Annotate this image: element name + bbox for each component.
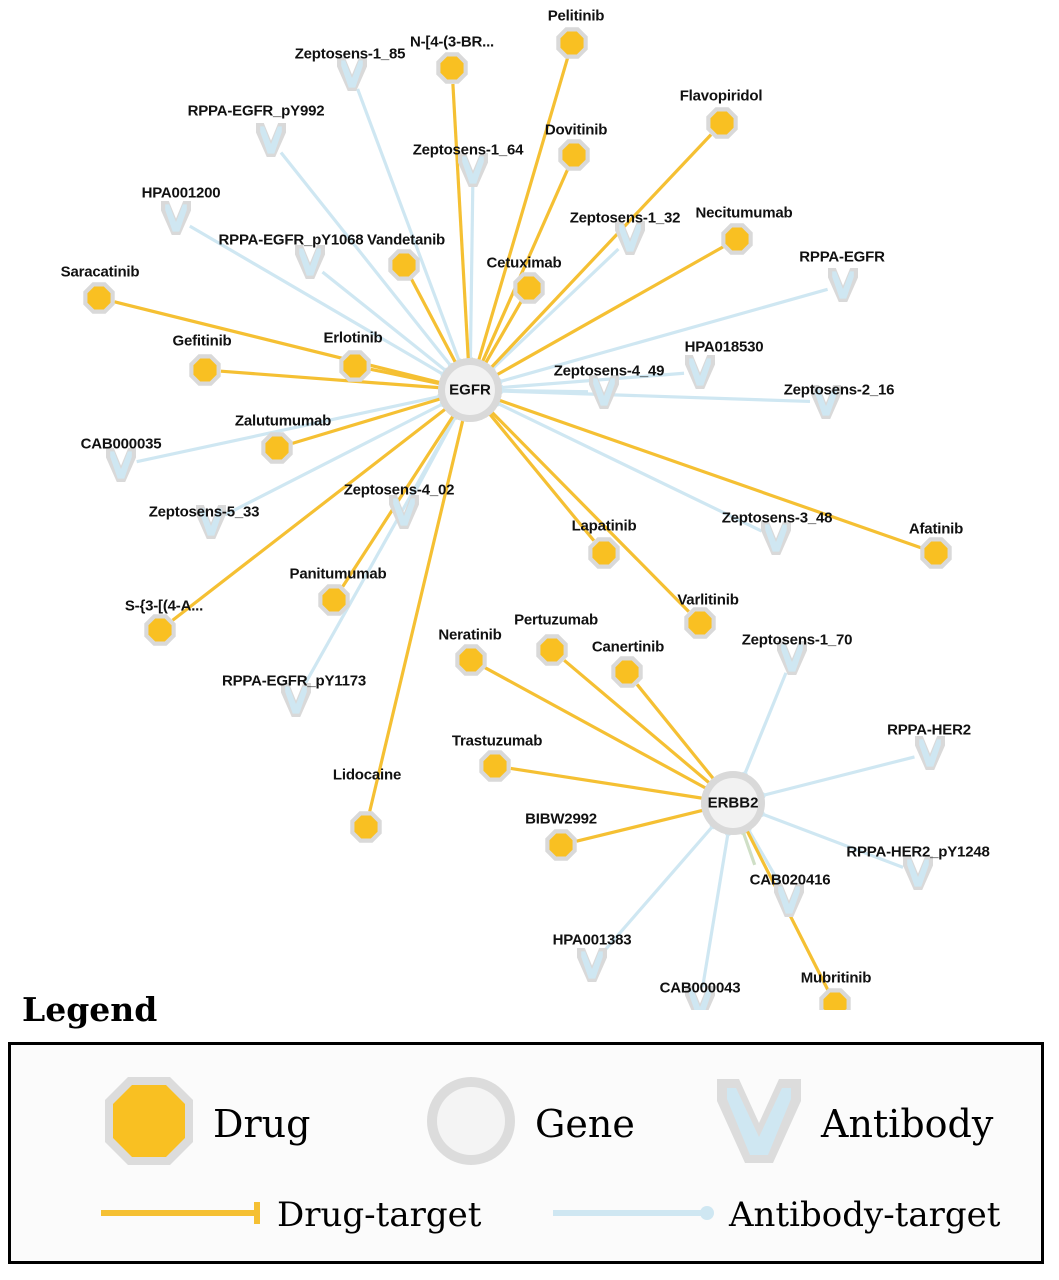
antibody-node-label: HPA001383 [552,931,632,949]
legend-box [8,1042,1044,1264]
drug-target-edge [370,419,463,811]
legend-title: Legend [22,990,158,1029]
legend-item-drug-target [99,1195,481,1235]
antibody-node-label: RPPA-EGFR_pY992 [187,102,325,120]
legend-item-antibody-target [551,1195,1000,1235]
drug-node-fill [354,815,377,838]
drug-node[interactable] [83,282,114,313]
drug-node-fill [549,833,572,856]
drug-node-label: S-{3-[(4-A... [124,597,204,615]
drug-node-fill [710,111,733,134]
antibody-node-fill [593,378,615,405]
antibody-node-label: Zeptosens-3_48 [721,509,833,527]
legend-item-drug [99,1071,310,1176]
drug-node[interactable] [920,537,951,568]
drug-node-label: Gefitinib [172,332,232,350]
antibody-node[interactable] [106,448,136,482]
drug-node-label: Dovitinib [544,121,608,139]
drug-node[interactable] [479,750,510,781]
drug-node-fill [592,541,615,564]
antibody-node-label: Zeptosens-4_02 [343,481,455,499]
legend-node-row [11,1071,1041,1181]
antibody-node-label: RPPA-HER2_pY1248 [846,843,990,861]
drug-node-label: Cetuximab [486,254,562,272]
antibody-node-label: Zeptosens-4_49 [553,362,665,380]
drug-node-label: Necitumumab [695,204,793,222]
drug-target-edge [491,135,711,369]
drug-node[interactable] [436,52,467,83]
drug-node-label: Vandetanib [366,231,446,249]
drug-node[interactable] [684,607,715,638]
antibody-node-label: Zeptosens-1_70 [741,631,853,649]
antibody-node-label: HPA018530 [684,338,764,356]
drug-node-label: Pelitinib [547,7,605,25]
drug-node-fill [560,31,583,54]
antibody-icon [711,1071,807,1176]
drug-node[interactable] [455,644,486,675]
antibody-node-label: RPPA-EGFR_pY1068 [218,231,364,249]
drug-node[interactable] [318,584,349,615]
drug-node[interactable] [350,811,381,842]
antibody-node-fill [765,524,787,551]
antibody-node-fill [919,739,941,766]
antibody-node-label: CAB020416 [749,871,831,889]
drug-target-edge [115,302,441,383]
drug-node-fill [540,638,563,661]
antibody-target-edge [470,186,472,360]
drug-node-label: Lidocaine [332,766,402,784]
drug-node[interactable] [706,107,737,138]
antibody-node[interactable] [577,948,607,982]
drug-node-fill [87,286,110,309]
drug-node-label: Erlotinib [323,329,383,347]
antibody-target-edge [322,272,446,371]
antibody-node-label: Zeptosens-1_32 [569,209,681,227]
drug-node-fill [322,588,345,611]
antibody-target-edge [500,391,810,401]
drug-node-fill [562,143,585,166]
drug-target-edge [498,400,921,548]
drug-node[interactable] [545,829,576,860]
drug-node-label: Flavopiridol [679,87,763,105]
gene-icon [421,1071,521,1176]
drug-node-label: Canertinib [591,638,665,656]
antibody-node-fill [462,156,484,183]
drug-icon [99,1071,199,1176]
drug-node-label: Trastuzumab [451,732,543,750]
drug-node[interactable] [261,432,292,463]
drug-node-fill [392,253,415,276]
drug-node-fill [343,354,366,377]
drug-node-label: Panitumumab [289,565,387,583]
drug-target-edge [478,58,567,361]
antibody-node[interactable] [915,736,945,770]
antibody-node-label: RPPA-EGFR [799,248,885,266]
legend [0,990,1059,1280]
legend-label-drug-target: Drug-target [277,1195,482,1235]
drug-node-fill [148,618,171,641]
antibody-node-label: Zeptosens-5_33 [148,503,260,521]
drug-node-fill [440,56,463,79]
antibody-node-fill [689,358,711,385]
drug-node[interactable] [339,350,370,381]
antibody-node-fill [285,686,307,713]
drug-node[interactable] [588,537,619,568]
antibody-node-fill [778,886,800,913]
drug-node[interactable] [558,139,589,170]
antibody-node-fill [165,204,187,231]
antibody-node[interactable] [685,355,715,389]
drug-target-edge [453,84,468,360]
drug-node[interactable] [556,27,587,58]
legend-label-antibody: Antibody [821,1101,994,1146]
drug-node-label: Mubritinib [800,969,872,987]
drug-node-fill [265,436,288,459]
antibody-node-fill [619,224,641,251]
gene-node-label: ERBB2 [707,794,759,812]
antibody-target-edge [744,673,786,775]
antibody-node-label: HPA001200 [141,184,221,202]
antibody-node-fill [110,451,132,478]
drug-node-fill [688,611,711,634]
drug-node-label: Afatinib [908,520,964,538]
antibody-target-edge [703,833,729,988]
antibody-node-label: RPPA-HER2 [887,721,971,739]
legend-label-antibody-target: Antibody-target [729,1195,1001,1235]
drug-node-label: N-[4-(3-BR... [409,33,495,51]
antibody-node-label: CAB000043 [659,979,741,997]
drug-node-label: BIBW2992 [525,810,597,828]
drug-node-label: Pertuzumab [514,611,598,629]
drug-node[interactable] [144,614,175,645]
legend-item-gene [421,1071,635,1176]
antibody-node-label: Zeptosens-1_85 [294,45,406,63]
drug-node-label: Lapatinib [571,517,637,535]
gene-node-label: EGFR [449,381,491,399]
antibody-target-edge [358,89,460,362]
antibody-node[interactable] [903,856,933,890]
legend-edge-row [11,1195,1041,1255]
antibody-node-fill [260,126,282,153]
drug-node-label: Varlitinib [677,591,739,609]
drug-node[interactable] [721,223,752,254]
legend-label-drug: Drug [213,1101,311,1146]
drug-node[interactable] [513,272,544,303]
drug-node[interactable] [611,656,642,687]
drug-target-edge [371,369,441,384]
drug-target-edge [511,768,704,798]
antibody-node-fill [299,248,321,275]
drug-node-fill [483,754,506,777]
drug-node-fill [517,276,540,299]
antibody-node-fill [581,951,603,978]
drug-node-fill [459,648,482,671]
drug-target-edge [491,411,689,611]
antibody-node-label: Zeptosens-2_16 [783,381,895,399]
antibody-node[interactable] [161,201,191,235]
legend-label-gene: Gene [535,1101,635,1146]
antibody-node[interactable] [828,268,858,302]
drug-node-label: Zalutumumab [234,412,332,430]
antibody-node-label: CAB000035 [80,435,162,453]
antibody-node-label: Zeptosens-1_64 [412,141,524,159]
drug-node-fill [615,660,638,683]
antibody-node[interactable] [256,123,286,157]
antibody-node-label: RPPA-EGFR_pY1173 [221,672,367,690]
antibody-node-fill [907,859,929,886]
drug-node-fill [924,541,947,564]
antibody-node-fill [341,60,363,87]
antibody-target-edge-icon [551,1198,719,1233]
drug-node-fill [193,358,216,381]
drug-target-edge-icon [99,1198,267,1233]
drug-node[interactable] [189,354,220,385]
drug-node[interactable] [388,249,419,280]
drug-node-label: Saracatinib [60,263,140,281]
antibody-node[interactable] [295,245,325,279]
drug-node[interactable] [536,634,567,665]
drug-node-fill [725,227,748,250]
antibody-node-fill [832,271,854,298]
legend-item-antibody [711,1071,993,1176]
drug-node-label: Neratinib [438,626,502,644]
antibody-target-edge [762,757,914,796]
